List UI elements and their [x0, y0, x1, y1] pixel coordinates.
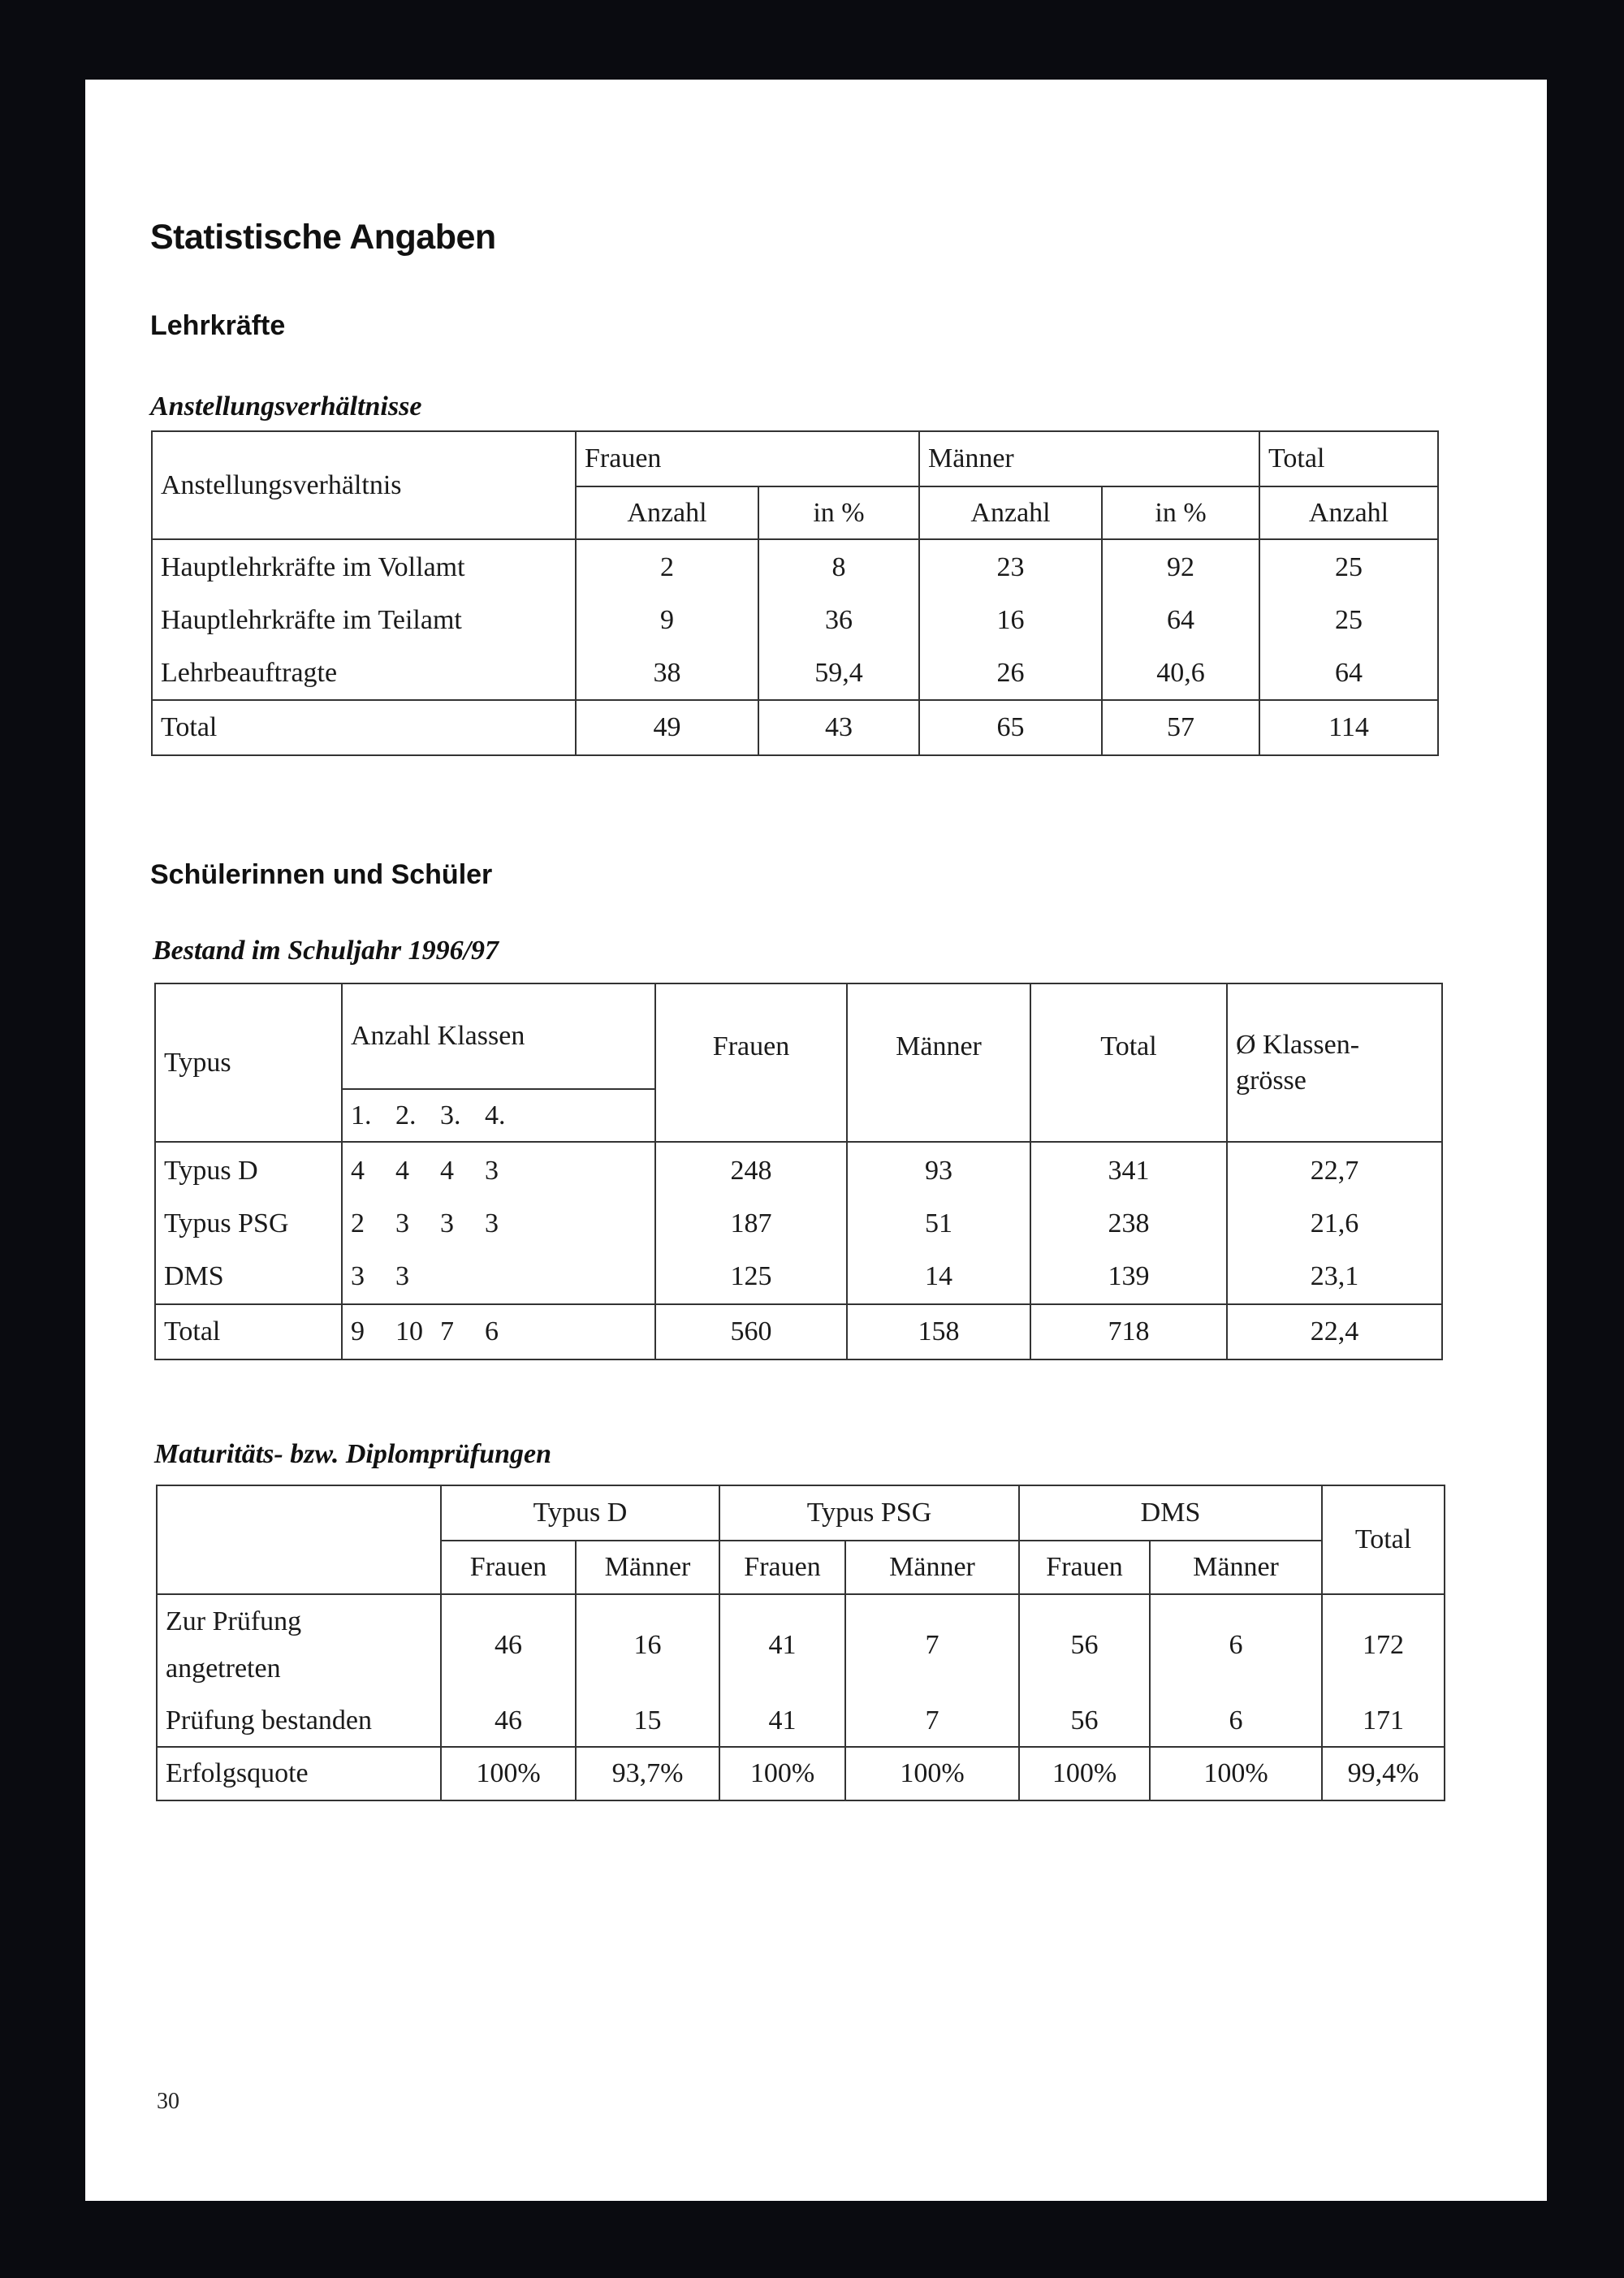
cell: 6: [485, 1316, 499, 1346]
cell: 15: [576, 1695, 719, 1747]
header-cell: 3.: [440, 1100, 461, 1130]
header-cell: Frauen: [1019, 1541, 1150, 1594]
table-total-row: [155, 1304, 1442, 1359]
cell: 6: [1150, 1594, 1322, 1695]
cell-column: [655, 1142, 847, 1304]
cell-column: [1259, 539, 1438, 700]
cell-column: [1102, 539, 1259, 700]
cell: 16: [996, 604, 1025, 635]
cell: 38: [653, 657, 681, 688]
row-label: [157, 1594, 441, 1695]
cell: 14: [925, 1260, 952, 1291]
cell-column: [1030, 1142, 1227, 1304]
row-label: Erfolgsquote: [157, 1747, 441, 1800]
cell: 41: [719, 1695, 845, 1747]
cell: 49: [576, 700, 758, 755]
cell: [485, 1250, 529, 1303]
header-cell: in %: [758, 486, 919, 539]
cell: 9: [660, 604, 674, 635]
row-label: Prüfung bestanden: [157, 1695, 441, 1747]
header-cell: Typus: [155, 983, 342, 1142]
row-label-line: Zur Prüfung: [166, 1606, 302, 1636]
header-cell: Männer: [919, 431, 1259, 486]
table-row: [155, 1142, 1442, 1304]
header-line: grösse: [1236, 1065, 1307, 1096]
header-cell: Anzahl: [919, 486, 1102, 539]
table-row: [157, 1594, 1445, 1695]
cell: 341: [1108, 1155, 1150, 1186]
cell: 56: [1019, 1695, 1150, 1747]
cell: 23: [996, 551, 1025, 582]
cell: [440, 1250, 485, 1303]
page-number: 30: [157, 2089, 179, 2114]
cell: 3: [485, 1208, 499, 1238]
cell-column: [1227, 1142, 1442, 1304]
cell: 16: [576, 1594, 719, 1695]
cell: 7: [845, 1594, 1019, 1695]
klassen-row: [351, 1144, 646, 1197]
header-cell: Anzahl: [576, 486, 758, 539]
cell: 3: [395, 1208, 409, 1238]
header-cell: Männer: [847, 983, 1030, 1142]
table-row: [157, 1695, 1445, 1747]
header-cell: Anzahl: [1259, 486, 1438, 539]
header-cell: Frauen: [719, 1541, 845, 1594]
employment-table: [151, 430, 1439, 756]
klassen-row: [351, 1197, 646, 1250]
cell: 92: [1167, 551, 1195, 582]
header-cell: Männer: [1150, 1541, 1322, 1594]
cell: 4: [440, 1155, 454, 1186]
section-heading-students: Schülerinnen und Schüler: [150, 859, 493, 890]
header-cell: 1.: [351, 1100, 372, 1130]
row-label: Typus D: [164, 1155, 258, 1186]
header-cell: Frauen: [655, 983, 847, 1142]
row-label: Hauptlehrkräfte im Teilamt: [161, 604, 462, 635]
cell: 99,4%: [1322, 1747, 1445, 1800]
cell: 51: [925, 1208, 952, 1238]
cell: 93: [925, 1155, 952, 1186]
cell-column: [847, 1142, 1030, 1304]
cell: 718: [1030, 1304, 1227, 1359]
table-row: [152, 539, 1438, 700]
header-line: Ø Klassen-: [1236, 1029, 1360, 1060]
cell: 3: [485, 1155, 499, 1186]
cell: 26: [996, 657, 1025, 688]
cell: 56: [1019, 1594, 1150, 1695]
cell: 100%: [1019, 1747, 1150, 1800]
klassen-row: [351, 1250, 646, 1303]
klassen-total-cell: [342, 1304, 655, 1359]
cell: 125: [730, 1260, 772, 1291]
cell: 41: [719, 1594, 845, 1695]
exams-table: [156, 1485, 1445, 1801]
cell: 560: [655, 1304, 847, 1359]
cell: 46: [441, 1594, 576, 1695]
cell: 57: [1102, 700, 1259, 755]
cell: 3: [351, 1260, 365, 1291]
klassen-years-cell: [342, 1089, 655, 1142]
cell: 43: [758, 700, 919, 755]
header-cell: in %: [1102, 486, 1259, 539]
row-label-line: angetreten: [166, 1653, 281, 1684]
cell: 9: [351, 1316, 365, 1346]
row-labels: [152, 539, 576, 700]
table-title-employment: Anstellungsverhältnisse: [150, 391, 422, 421]
header-cell: Total: [1259, 431, 1438, 486]
header-cell: Typus D: [441, 1485, 719, 1541]
cell: 2: [660, 551, 674, 582]
cell-column: [758, 539, 919, 700]
cell: 7: [440, 1316, 454, 1346]
enrollment-table: [154, 983, 1443, 1360]
row-label: Typus PSG: [164, 1208, 289, 1238]
table-header-row: [157, 1485, 1445, 1541]
cell: 4: [395, 1155, 409, 1186]
cell: 100%: [441, 1747, 576, 1800]
row-label: Total: [152, 700, 576, 755]
cell: 93,7%: [576, 1747, 719, 1800]
row-label: Total: [155, 1304, 342, 1359]
klassen-column: [342, 1142, 655, 1304]
header-cell: Anzahl Klassen: [342, 983, 655, 1089]
cell: 2: [351, 1208, 365, 1238]
cell: 64: [1167, 604, 1195, 635]
cell: 36: [825, 604, 853, 635]
table-title-enrollment: Bestand im Schuljahr 1996/97: [153, 936, 499, 966]
cell: 40,6: [1156, 657, 1205, 688]
header-cell: 4.: [485, 1100, 506, 1130]
cell: 3: [440, 1208, 454, 1238]
row-labels: [155, 1142, 342, 1304]
cell: 238: [1108, 1208, 1150, 1238]
table-header-row: [152, 431, 1438, 486]
header-cell: 2.: [395, 1100, 417, 1130]
empty-header-cell: [157, 1485, 441, 1594]
table-total-row: [157, 1747, 1445, 1800]
table-header-row: [155, 983, 1442, 1089]
header-cell-avg-class-size: [1227, 983, 1442, 1142]
cell: 64: [1335, 657, 1363, 688]
cell: 25: [1335, 551, 1363, 582]
cell: 46: [441, 1695, 576, 1747]
cell: 4: [351, 1155, 365, 1186]
header-cell: Frauen: [576, 431, 919, 486]
row-label: DMS: [164, 1260, 224, 1291]
header-cell: Frauen: [441, 1541, 576, 1594]
header-cell: DMS: [1019, 1485, 1322, 1541]
cell: 158: [847, 1304, 1030, 1359]
cell: 22,7: [1310, 1155, 1359, 1186]
cell: 59,4: [814, 657, 863, 688]
cell: 8: [831, 551, 846, 582]
cell: 100%: [845, 1747, 1019, 1800]
cell: 21,6: [1310, 1208, 1359, 1238]
cell: 114: [1259, 700, 1438, 755]
cell: 100%: [719, 1747, 845, 1800]
cell: 6: [1150, 1695, 1322, 1747]
header-cell: Typus PSG: [719, 1485, 1019, 1541]
cell: 25: [1335, 604, 1363, 635]
row-label: Lehrbeauftragte: [161, 657, 338, 688]
cell: 248: [730, 1155, 772, 1186]
cell: 3: [395, 1260, 409, 1291]
header-cell: Total: [1030, 983, 1227, 1142]
header-cell: Männer: [845, 1541, 1019, 1594]
section-heading-teachers: Lehrkräfte: [150, 310, 286, 341]
cell: 65: [919, 700, 1102, 755]
table-title-exams: Maturitäts- bzw. Diplomprüfungen: [154, 1439, 552, 1469]
cell: 171: [1322, 1695, 1445, 1747]
table-total-row: [152, 700, 1438, 755]
row-label: Hauptlehrkräfte im Vollamt: [161, 551, 465, 582]
cell: 22,4: [1227, 1304, 1442, 1359]
header-cell: Männer: [576, 1541, 719, 1594]
page-title: Statistische Angaben: [150, 218, 496, 257]
cell: 23,1: [1310, 1260, 1359, 1291]
cell: 172: [1322, 1594, 1445, 1695]
cell-column: [576, 539, 758, 700]
header-cell: Anstellungsverhältnis: [152, 431, 576, 539]
cell: 187: [730, 1208, 772, 1238]
cell: 100%: [1150, 1747, 1322, 1800]
cell: 10: [395, 1316, 423, 1346]
header-cell: Total: [1322, 1485, 1445, 1594]
cell-column: [919, 539, 1102, 700]
cell: 7: [845, 1695, 1019, 1747]
cell: 139: [1108, 1260, 1150, 1291]
